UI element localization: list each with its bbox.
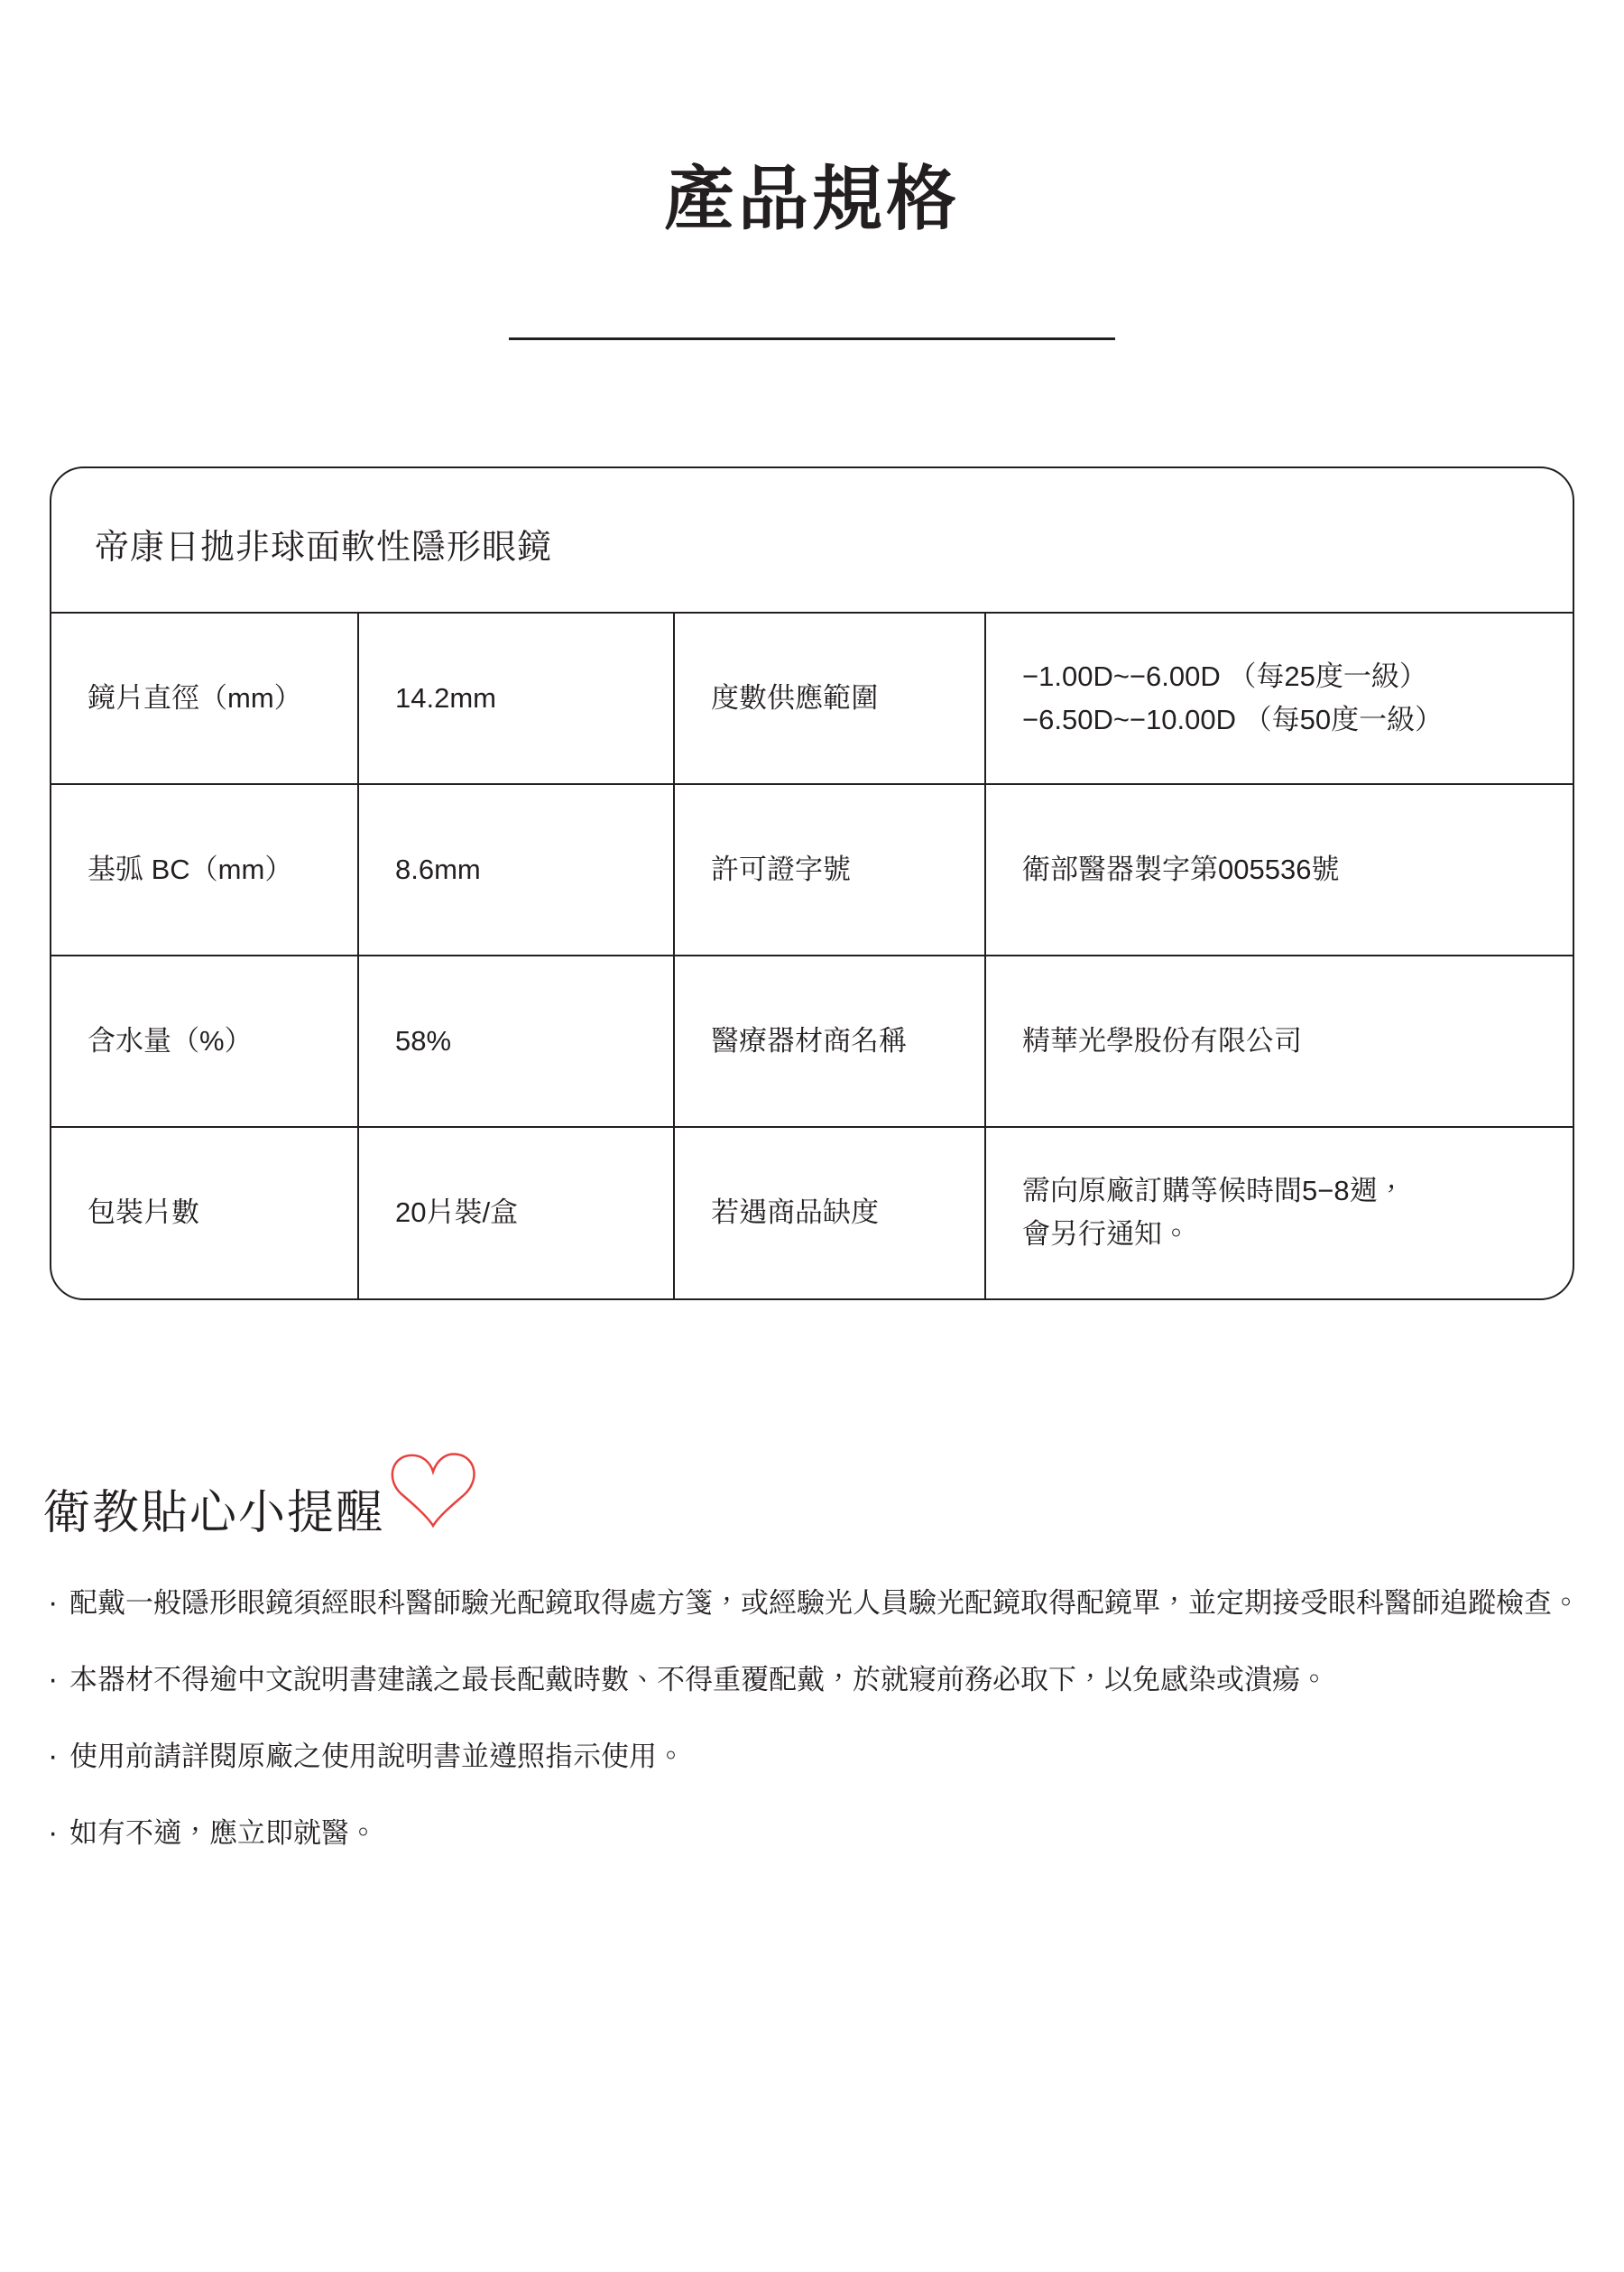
spec-label: 基弧 BC（mm） <box>51 784 358 956</box>
list-item: · 使用前請詳閱原廠之使用說明書並遵照指示使用。 <box>41 1733 1583 1779</box>
spec-value-line-1: 需向原廠訂購等候時間5−8週， <box>1022 1175 1406 1207</box>
specification-card <box>50 466 1574 1300</box>
tips-list <box>41 1580 1583 1857</box>
title-divider <box>509 337 1115 340</box>
spec-label: 包裝片數 <box>51 1127 358 1298</box>
spec-value-line-1: −1.00D~−6.00D （每25度一級） <box>1022 660 1427 692</box>
spec-label-out-of-stock: 若遇商品缺度 <box>674 1127 985 1298</box>
spec-label: 醫療器材商名稱 <box>674 956 985 1127</box>
spec-label: 鏡片直徑（mm） <box>51 613 358 784</box>
table-row <box>51 956 1573 1127</box>
list-item: · 如有不適，應立即就醫。 <box>41 1810 1583 1856</box>
spec-value-line-2: −6.50D~−10.00D （每50度一級） <box>1022 703 1444 735</box>
page-header <box>0 0 1624 340</box>
spec-label: 含水量（%） <box>51 956 358 1127</box>
spec-value <box>985 956 1573 1127</box>
spec-value-line-2: 會另行通知。 <box>1022 1218 1190 1251</box>
list-item: · 配戴一般隱形眼鏡須經眼科醫師驗光配鏡取得處方箋，或經驗光人員驗光配鏡取得配鏡單，並定期接受眼科醫師追蹤檢查。 <box>41 1580 1583 1626</box>
health-education-tips <box>41 1445 1583 1857</box>
spec-value-line-1: 衛部醫器製字第005536號 <box>1022 853 1340 885</box>
table-row <box>51 613 1573 784</box>
spec-value: 8.6mm <box>358 784 674 956</box>
spec-value <box>985 613 1573 784</box>
table-row <box>51 784 1573 956</box>
spec-value-line-1: 精華光學股份有限公司 <box>1022 1024 1302 1057</box>
spec-value: 20片裝/盒 <box>358 1127 674 1298</box>
spec-value-out-of-stock <box>985 1127 1573 1298</box>
tips-heading: 衛教貼心小提醒 <box>43 1486 385 1539</box>
spec-label: 許可證字號 <box>674 784 985 956</box>
product-name: 帝康日拋非球面軟性隱形眼鏡 <box>95 528 553 567</box>
specification-table <box>51 612 1573 1298</box>
page-title: 產品規格 <box>663 159 960 238</box>
spec-label: 度數供應範圍 <box>674 613 985 784</box>
spec-value: 14.2mm <box>358 613 674 784</box>
spec-value <box>985 784 1573 956</box>
list-item: · 本器材不得逾中文說明書建議之最長配戴時數、不得重覆配戴，於就寢前務必取下，以免感染或潰瘍。 <box>41 1657 1583 1703</box>
tips-heading-row <box>41 1445 1583 1537</box>
table-row <box>51 1127 1573 1298</box>
heart-icon <box>383 1445 484 1531</box>
spec-value: 58% <box>358 956 674 1127</box>
